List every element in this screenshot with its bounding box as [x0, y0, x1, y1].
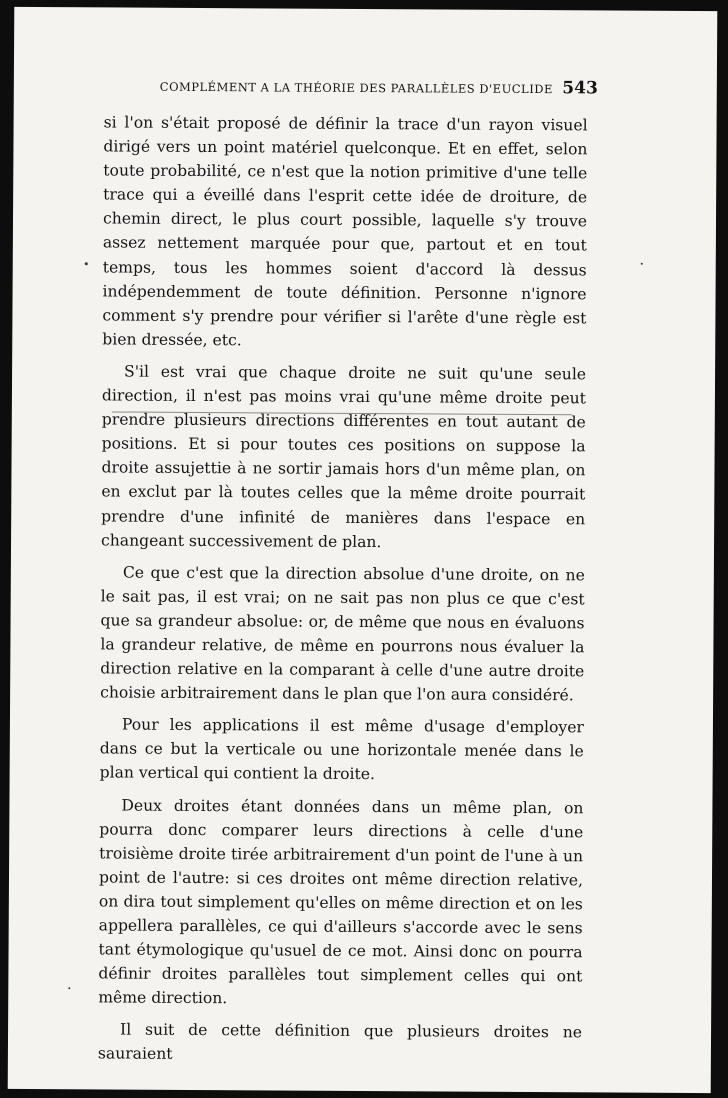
paragraph: S'il est vrai que chaque droite ne suit qu'une seule direction, il n'est pas moins vrai qu'une même droite peut prendre plusieurs directions différentes en tout autant de positions. Et si pour toutes ces positions on suppose la droite assujettie à ne sortir jamais hors d'un même plan, on en exclut par là toutes celles que la même droite pourrait prendre d'une infinité de manières dans l'espace en changeant successivement de plan. [101, 362, 587, 551]
paragraph: si l'on s'était proposé de définir la trace d'un rayon visuel dirigé vers un point matériel quelconque. Et en effet, selon toute probabilité, ce n'est que la notion primitive d'une telle trace qui a éveillé dans l'esprit cette idée de droiture, de chemin direct, le plus court possible, laquelle s'y trouve assez nettement marquée pour que, partout et en tout temps, tous les hommes soient d'accord là dessus indépendemment de toute définition. Personne n'ignore comment s'y prendre pour vérifier si l'arête d'une règle est bien dressée, etc. [102, 113, 588, 350]
ink-speck [641, 263, 643, 265]
page-body [98, 110, 588, 1077]
book-page [8, 7, 718, 1093]
page-number: 543 [562, 78, 598, 99]
paragraph: Deux droites étant données dans un même plan, on pourra donc comparer leurs directions à celle d'une troisième droite tirée arbitrairement d'un point de l'une à un point de l'autre: si ces droites ont même direction relative, on dira tout simplement qu'elles on même direction et on les appellera parallèles, ce qui d'ailleurs s'accorde avec le sens tant étymologique qu'usuel de ce mot. Ainsi donc on pourra définir droites parallèles tout simplement celles qui ont même direction. [98, 796, 584, 1008]
paragraph: Pour les applications il est même d'usage d'employer dans ce but la verticale ou une horizontale menée dans le plan vertical qui contient la droite. [99, 715, 584, 784]
ink-speck [68, 987, 70, 989]
paragraph: Ce que c'est que la direction absolue d'une droite, on ne le sait pas, il est vrai; on ne sait pas non plus ce que c'est que sa grandeur absolue: or, de même que nous en évaluons la grandeur relative, de même en pourrons nous évaluer la direction relative en la comparant à celle d'une autre droite choisie arbitrairement dans le plan que l'on aura considéré. [100, 563, 585, 705]
paragraph: Il suit de cette définition que plusieurs droites ne sauraient [97, 1020, 583, 1064]
running-title: COMPLÉMENT A LA THÉORIE DES PARALLÈLES D'EUCLIDE [159, 79, 553, 97]
running-header [160, 76, 598, 99]
ink-speck [85, 262, 88, 265]
